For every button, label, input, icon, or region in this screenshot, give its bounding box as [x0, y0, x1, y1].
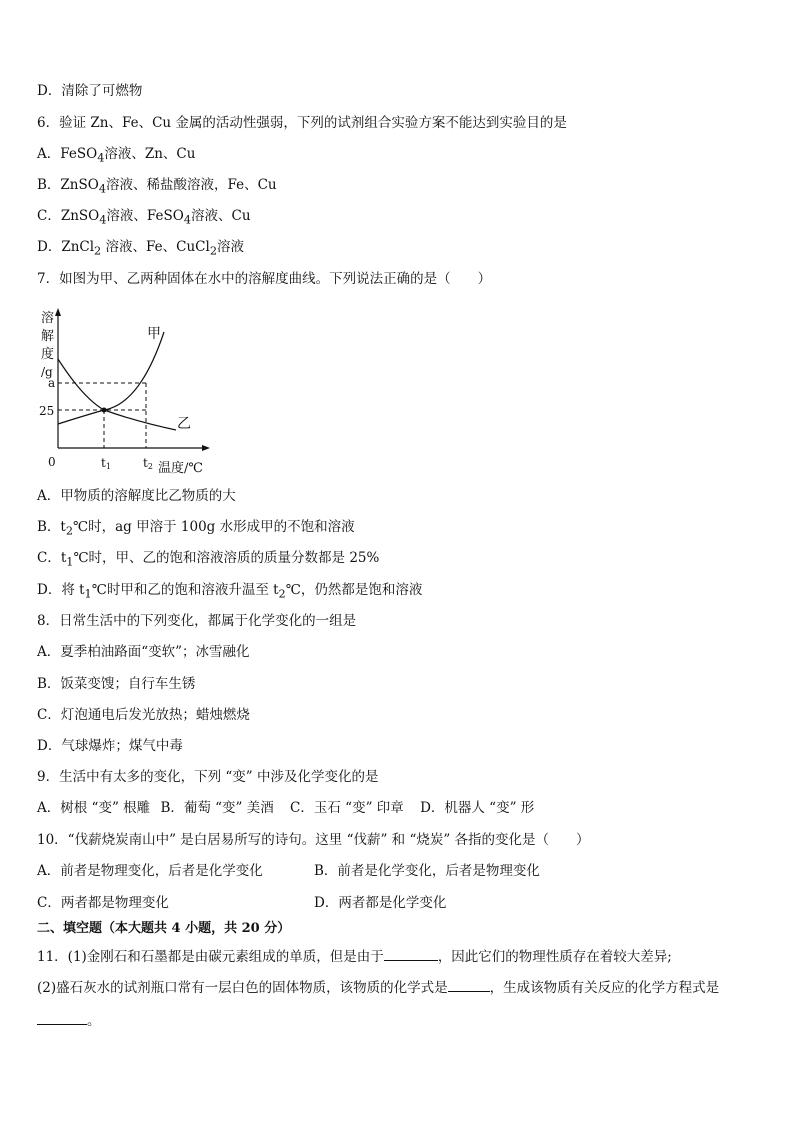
q11-part3: 。 — [37, 1010, 101, 1030]
q6-option-b: B．ZnSO$_4$溶液、稀盐酸溶液，Fe、Cu — [37, 177, 277, 196]
q7-option-b: B．$t_2℃$时，ag 甲溶于 100g 水形成甲的不饱和溶液 — [37, 519, 355, 538]
solubility-chart — [28, 306, 218, 476]
y-label — [41, 310, 54, 379]
series-yi-curve — [58, 410, 176, 430]
series-jia-curve — [58, 332, 164, 410]
q7-option-a: A．甲物质的溶解度比乙物质的大 — [37, 488, 236, 504]
q10-option-d: D．两者都是化学变化 — [314, 895, 447, 911]
series-jia-label: 甲 — [147, 326, 161, 342]
x-tick-label-t1: t1 — [101, 456, 111, 471]
q10-option-b: B．前者是化学变化，后者是物理变化 — [314, 863, 540, 879]
q9-option-d: D．机器人 “变” 形 — [420, 800, 535, 816]
q7-option-d: D．将 $t_1℃$时甲和乙的饱和溶液升温至 $t_2℃$，仍然都是饱和溶液 — [37, 582, 423, 601]
q8-option-a: A．夏季柏油路面“变软”；冰雪融化 — [37, 644, 250, 660]
q6-option-c: C．ZnSO$_4$溶液、FeSO$_4$溶液、Cu — [37, 208, 251, 227]
section-title-fill-in: 二、填空题（本大题共 4 小题，共 20 分） — [37, 921, 291, 936]
q8-option-d: D．气球爆炸；煤气中毒 — [37, 738, 183, 754]
x-tick-label-t2: t2 — [143, 456, 153, 471]
y-label-char: /g — [41, 365, 53, 379]
q9-options-row — [37, 799, 540, 817]
q6-stem: 6．验证 Zn、Fe、Cu 金属的活动性强弱，下列的试剂组合实验方案不能达到实验目的是 — [37, 115, 567, 131]
q11-part1: 11．(1)金刚石和石墨都是由碳元素组成的单质，但是由于 ，因此它们的物理性质存在着较大差异; — [37, 946, 672, 966]
q9-option-c: C．玉石 “变” 印章 — [290, 800, 404, 816]
series-yi-label: 乙 — [177, 416, 191, 432]
q9-stem: 9．生活中有太多的变化，下列 “变” 中涉及化学变化的是 — [37, 769, 379, 785]
q11-part2: (2)盛石灰水的试剂瓶口常有一层白色的固体物质，该物质的化学式是 ，生成该物质有关反应的化学方程式是 — [37, 977, 719, 997]
q8-option-b: B．饭菜变馊；自行车生锈 — [37, 676, 196, 692]
y-axis-arrow — [55, 308, 61, 316]
q9-option-a: A．树根 “变” 根雕 — [37, 800, 151, 816]
q8-stem: 8．日常生活中的下列变化，都属于化学变化的一组是 — [37, 613, 357, 629]
answer-blank[interactable] — [448, 977, 490, 992]
q8-option-c: C．灯泡通电后发光放热；蜡烛燃烧 — [37, 707, 250, 723]
x-axis-label: 温度/℃ — [158, 461, 203, 476]
y-tick-label-25: 25 — [39, 404, 55, 418]
q9-option-b: B．葡萄 “变” 美酒 — [160, 800, 274, 816]
q10-option-a: A．前者是物理变化，后者是化学变化 — [37, 863, 263, 879]
q10-option-c: C．两者都是物理变化 — [37, 895, 169, 911]
intersection-point — [102, 408, 107, 413]
q10-stem: 10．“伐薪烧炭南山中” 是白居易所写的诗句。这里 “伐薪” 和 “烧炭” 各指的变化是（ ） — [37, 832, 590, 848]
origin-label: 0 — [48, 455, 56, 469]
q5-option-d: D．清除了可燃物 — [37, 83, 143, 99]
q6-option-d: D．ZnCl$_2$ 溶液、Fe、CuCl$_2$溶液 — [37, 239, 244, 258]
y-label-char: 解 — [41, 329, 55, 344]
q6-option-a: A．FeSO$_4$溶液、Zn、Cu — [37, 146, 196, 165]
q7-stem: 7．如图为甲、乙两种固体在水中的溶解度曲线。下列说法正确的是（ ） — [37, 271, 492, 287]
y-tick-label-a: a — [48, 376, 56, 390]
q7-option-c: C．$t_1℃$时，甲、乙的饱和溶液溶质的质量分数都是 25% — [37, 550, 380, 569]
answer-blank[interactable] — [384, 946, 438, 961]
x-axis-arrow — [202, 445, 210, 451]
y-label-char: 度 — [41, 347, 55, 362]
answer-blank[interactable] — [37, 1010, 87, 1025]
y-label-char: 溶 — [41, 311, 55, 326]
